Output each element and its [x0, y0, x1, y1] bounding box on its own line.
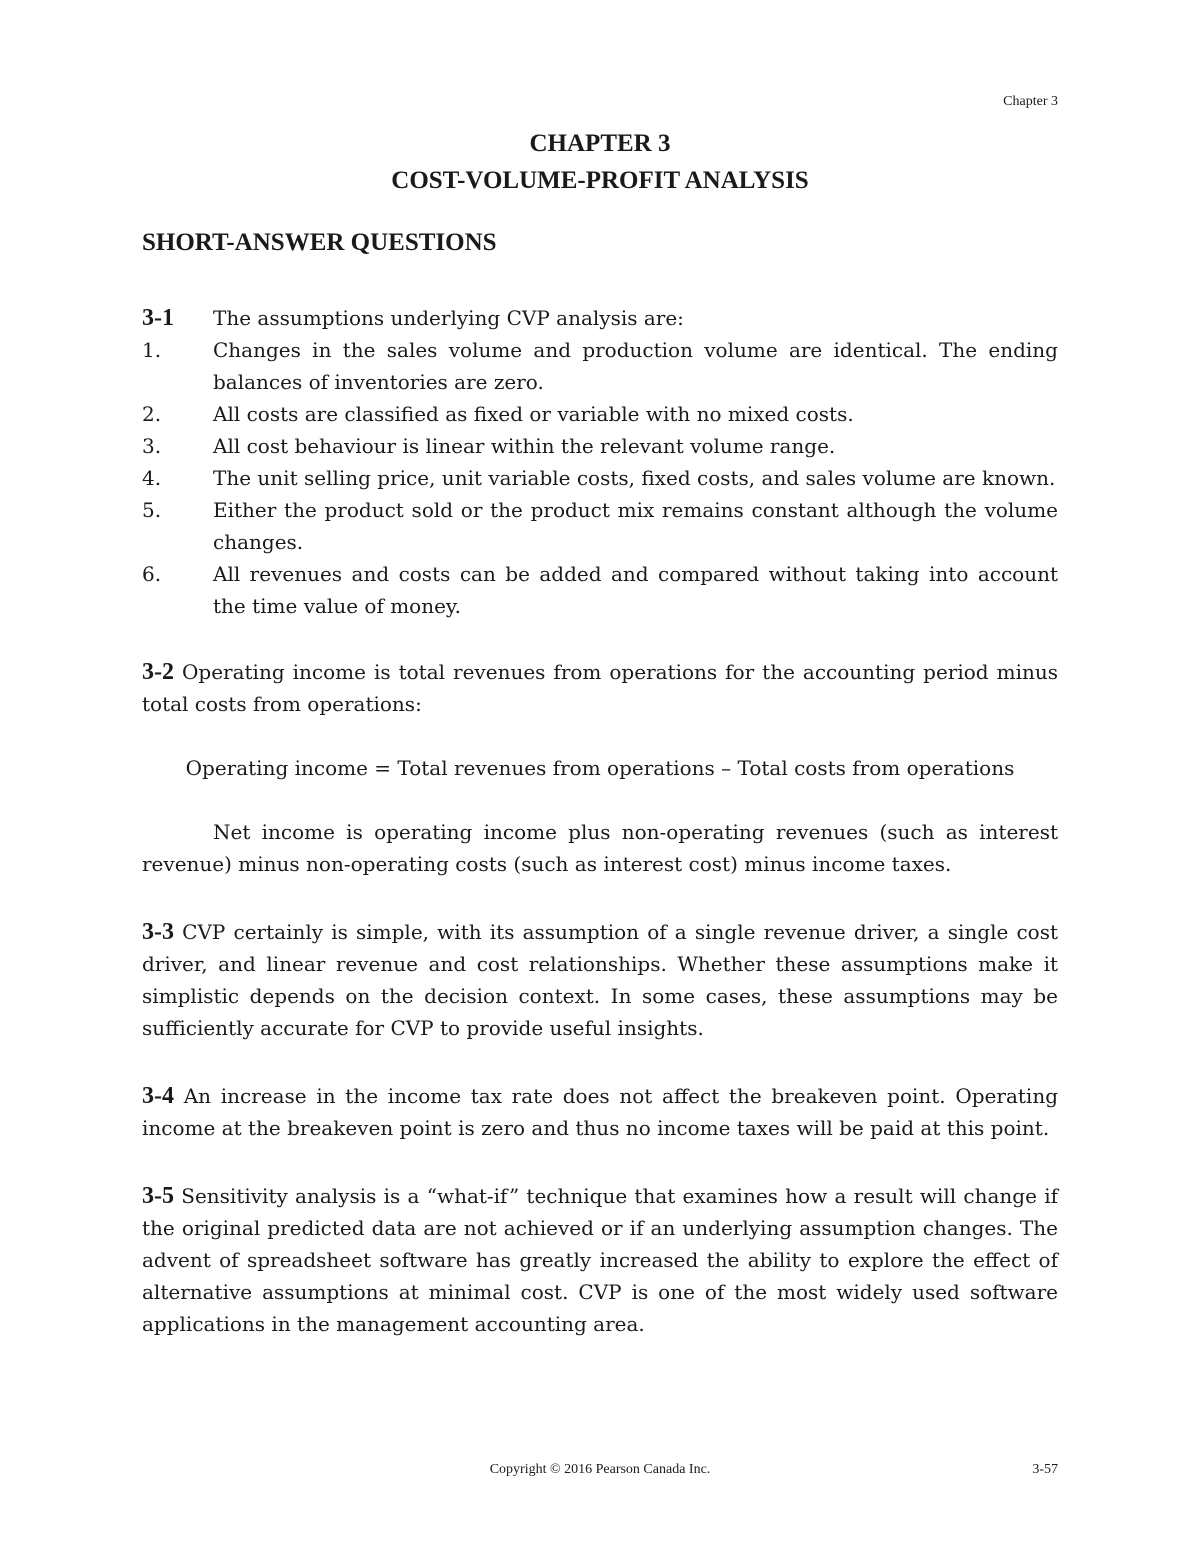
- question-3-3: [142, 916, 1058, 1044]
- chapter-subtitle: COST-VOLUME-PROFIT ANALYSIS: [391, 167, 809, 194]
- list-item-number: 1.: [142, 338, 162, 362]
- question-text: Operating income is total revenues from operations for the accounting period minus total costs from operations:: [142, 660, 1058, 716]
- list-item: [142, 462, 1058, 494]
- question-text: An increase in the income tax rate does not affect the breakeven point. Operating income at the breakeven point is zero and thus no income taxes will be paid at this point.: [142, 1084, 1058, 1140]
- list-item: [142, 558, 1058, 622]
- question-text: The assumptions underlying CVP analysis are:: [213, 306, 684, 330]
- question-number: 3-2: [142, 659, 174, 685]
- footer-copyright: Copyright © 2016 Pearson Canada Inc.: [489, 1462, 711, 1477]
- list-item-text: Either the product sold or the product mix remains constant although the volume changes.: [213, 498, 1058, 554]
- question-text: Sensitivity analysis is a “what-if” technique that examines how a result will change if the original predicted data are not achieved or if an underlying assumption changes. The advent of spreadsheet software has greatly increased the ability to explore the effect of alternative assumptions at minimal cost. CVP is one of the most widely used software applications in the management accounting area.: [142, 1184, 1058, 1336]
- question-text: CVP certainly is simple, with its assumption of a single revenue driver, a single cost driver, and linear revenue and cost relationships. Whether these assumptions make it simplistic depends on the decision context. In some cases, these assumptions may be sufficiently accurate for CVP to provide useful insights.: [142, 920, 1059, 1040]
- question-3-5: [142, 1180, 1058, 1340]
- list-item-text: All costs are classified as fixed or variable with no mixed costs.: [213, 402, 854, 426]
- list-item-number: 3.: [142, 434, 162, 458]
- question-number: 3-1: [142, 305, 174, 331]
- operating-income-equation: Operating income = Total revenues from operations – Total costs from operations: [185, 756, 1015, 780]
- list-item: [142, 398, 1058, 430]
- list-item: [142, 334, 1058, 398]
- question-3-2: [142, 656, 1058, 720]
- list-item-number: 6.: [142, 562, 162, 586]
- chapter-title: CHAPTER 3: [529, 130, 671, 157]
- net-income-paragraph: Net income is operating income plus non-operating revenues (such as interest revenue) minus non-operating costs (such as interest cost) minus income taxes.: [142, 820, 1058, 876]
- list-item-text: The unit selling price, unit variable costs, fixed costs, and sales volume are known.: [213, 466, 1056, 490]
- list-item-text: All cost behaviour is linear within the relevant volume range.: [213, 434, 836, 458]
- list-item-number: 5.: [142, 498, 162, 522]
- list-item-text: Changes in the sales volume and production volume are identical. The ending balances of inventories are zero.: [213, 338, 1058, 394]
- question-number: 3-3: [142, 919, 174, 945]
- list-item: [142, 494, 1058, 558]
- running-head: Chapter 3: [1003, 94, 1058, 109]
- list-item-number: 4.: [142, 466, 162, 490]
- list-item-number: 2.: [142, 402, 162, 426]
- question-number: 3-5: [142, 1183, 174, 1209]
- question-3-4: [142, 1080, 1058, 1144]
- question-number: 3-4: [142, 1083, 174, 1109]
- section-heading: SHORT-ANSWER QUESTIONS: [142, 229, 497, 256]
- footer-page-number: 3-57: [1032, 1462, 1058, 1477]
- question-3-1: [142, 302, 1058, 622]
- question-intro: [142, 302, 1058, 334]
- list-item-text: All revenues and costs can be added and compared without taking into account the time value of money.: [213, 562, 1058, 618]
- list-item: [142, 430, 1058, 462]
